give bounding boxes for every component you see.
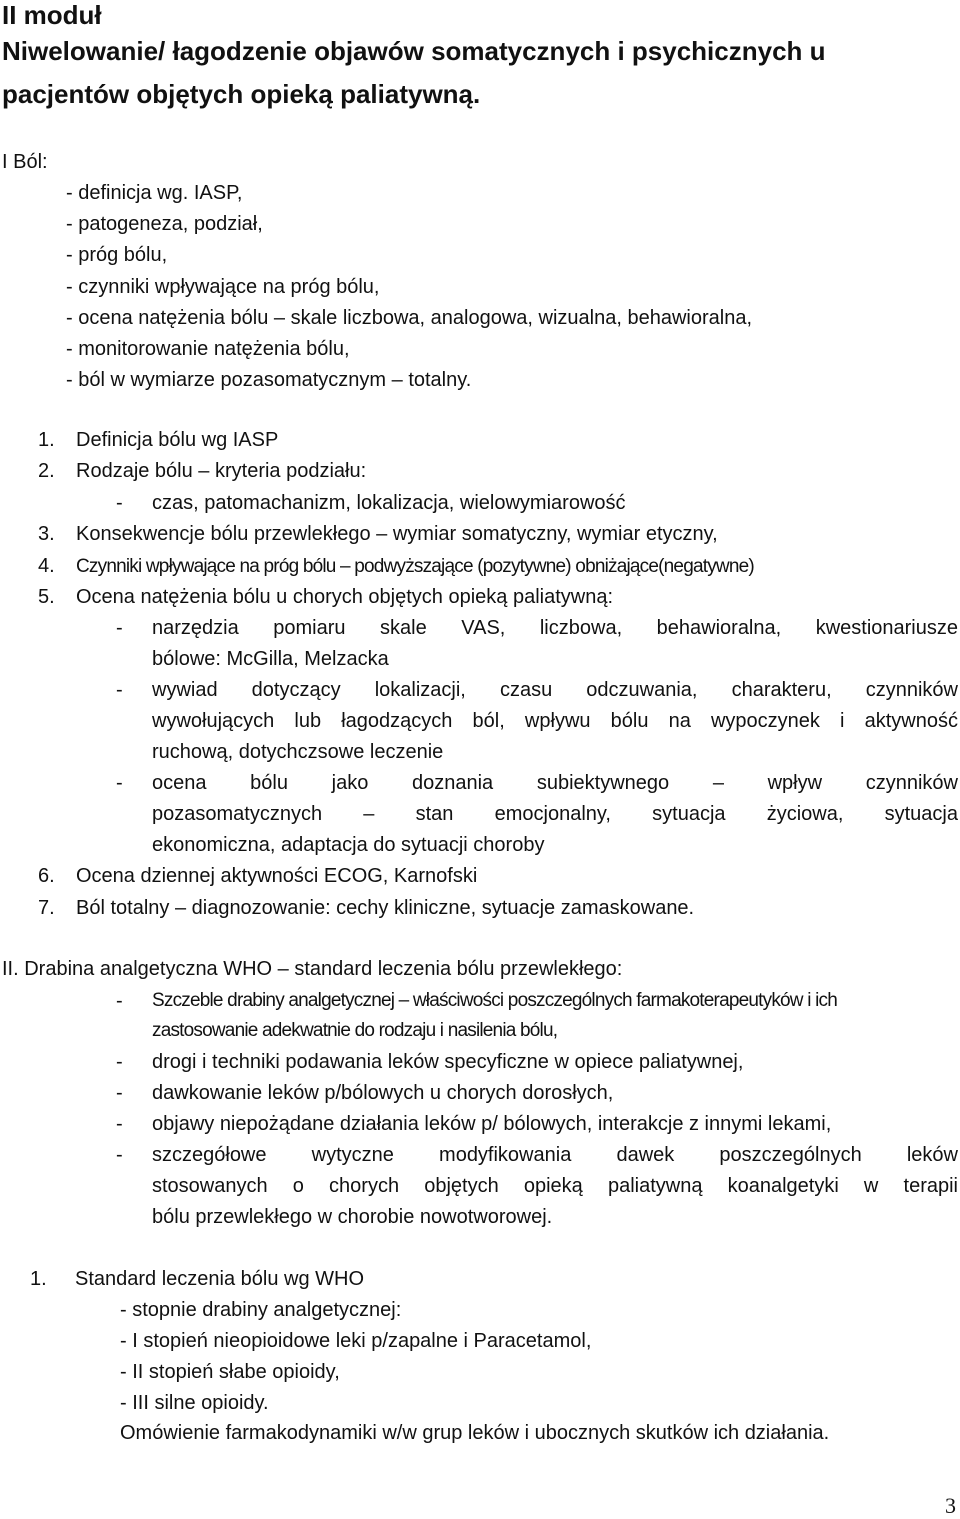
section-i-heading: I Ból: [2, 151, 48, 173]
list-item-text: Ocena natężenia bólu u chorych objętych opieką paliatywną: [76, 586, 614, 608]
bullet-dash: - [116, 1082, 123, 1104]
page-title-line2: pacjentów objętych opieką paliatywną. [2, 79, 481, 109]
bullet-dash: - [116, 1144, 123, 1166]
standard-closing: Omówienie farmakodynamiki w/w grup leków i ubocznych skutków ich działania. [120, 1422, 830, 1444]
list-item-text: Ocena dziennej aktywności ECOG, Karnofski [76, 865, 478, 887]
section-i-item: - patogeneza, podział, [66, 213, 263, 235]
module-label: II moduł [2, 0, 102, 30]
bullet-text-line: ruchową, dotychczsowe leczenie [152, 741, 444, 763]
bullet-text-line: ekonomiczna, adaptacja do sytuacji choroby [152, 834, 545, 856]
standard-item: - III silne opioidy. [120, 1392, 269, 1414]
standard-item: - II stopień słabe opioidy, [120, 1361, 340, 1383]
list-number: 4. [38, 555, 55, 577]
list-item-text: Ból totalny – diagnozowanie: cechy kliniczne, sytuacje zamaskowane. [76, 897, 695, 919]
bullet-dash: - [116, 1051, 123, 1073]
bullet-text-line: wywiad dotyczący lokalizacji, czasu odczuwania, charakteru, czynników [152, 679, 958, 701]
section-i-item: - ból w wymiarze pozasomatycznym – totalny. [66, 369, 472, 391]
list-item-text: czas, patomachanizm, lokalizacja, wielowymiarowość [152, 492, 626, 514]
bullet-text-line: stosowanych o chorych objętych opieką paliatywną koanalgetyki w terapii [152, 1175, 958, 1197]
bullet-text-line: szczegółowe wytyczne modyfikowania dawek poszczególnych leków [152, 1144, 958, 1166]
list-number: 5. [38, 586, 55, 608]
standard-item: - I stopień nieopioidowe leki p/zapalne i Paracetamol, [120, 1330, 592, 1352]
bullet-dash: - [116, 990, 123, 1012]
list-number: 1. [30, 1268, 47, 1290]
list-item-text: Definicja bólu wg IASP [76, 429, 279, 451]
list-item-text: Rodzaje bólu – kryteria podziału: [76, 460, 367, 482]
list-item-text: Czynniki wpływające na próg bólu – podwyższające (pozytywne) obniżające(negatywne) [76, 556, 754, 577]
page-number: 3 [945, 1493, 956, 1518]
section-i-item: - czynniki wpływające na próg bólu, [66, 276, 380, 298]
bullet-text-line: drogi i techniki podawania leków specyficzne w opiece paliatywnej, [152, 1051, 744, 1073]
section-ii-heading: II. Drabina analgetyczna WHO – standard leczenia bólu przewlekłego: [2, 958, 623, 980]
list-number: 6. [38, 865, 55, 887]
bullet-text-line: bólu przewlekłego w chorobie nowotworowej. [152, 1206, 553, 1228]
bullet-text-line: zastosowanie adekwatnie do rodzaju i nasilenia bólu, [152, 1020, 558, 1041]
section-i-item: - definicja wg. IASP, [66, 182, 243, 204]
bullet-text-line: narzędzia pomiaru skale VAS, liczbowa, behawioralna, kwestionariusze [152, 617, 958, 639]
bullet-text-line: ocena bólu jako doznania subiektywnego – wpływ czynników [152, 772, 958, 794]
bullet-text-line: wywołujących lub łagodzących ból, wpływu bólu na wypoczynek i aktywność [152, 710, 958, 732]
list-number: 3. [38, 523, 55, 545]
page-title-line1: Niwelowanie/ łagodzenie objawów somatycznych i psychicznych u [2, 36, 826, 66]
bullet-text-line: Szczeble drabiny analgetycznej – właściwości poszczególnych farmakoterapeutyków i ich [152, 990, 837, 1011]
bullet-dash: - [116, 679, 123, 701]
bullet-dash: - [116, 617, 123, 639]
bullet-dash: - [116, 1113, 123, 1135]
list-item-text: Konsekwencje bólu przewlekłego – wymiar somatyczny, wymiar etyczny, [76, 523, 718, 545]
section-i-item: - ocena natężenia bólu – skale liczbowa, analogowa, wizualna, behawioralna, [66, 307, 752, 329]
bullet-text-line: objawy niepożądane działania leków p/ bólowych, interakcje z innymi lekami, [152, 1113, 832, 1135]
standard-item: - stopnie drabiny analgetycznej: [120, 1299, 402, 1321]
bullet-text-line: bólowe: McGilla, Melzacka [152, 648, 389, 670]
section-i-item: - monitorowanie natężenia bólu, [66, 338, 350, 360]
list-number: 2. [38, 460, 55, 482]
bullet-text-line: pozasomatycznych – stan emocjonalny, sytuacja życiowa, sytuacja [152, 803, 958, 825]
section-i-item: - próg bólu, [66, 244, 168, 266]
bullet-text-line: dawkowanie leków p/bólowych u chorych dorosłych, [152, 1082, 614, 1104]
standard-title: Standard leczenia bólu wg WHO [75, 1268, 365, 1290]
list-number: 7. [38, 897, 55, 919]
list-number: 1. [38, 429, 55, 451]
bullet-dash: - [116, 492, 123, 514]
bullet-dash: - [116, 772, 123, 794]
